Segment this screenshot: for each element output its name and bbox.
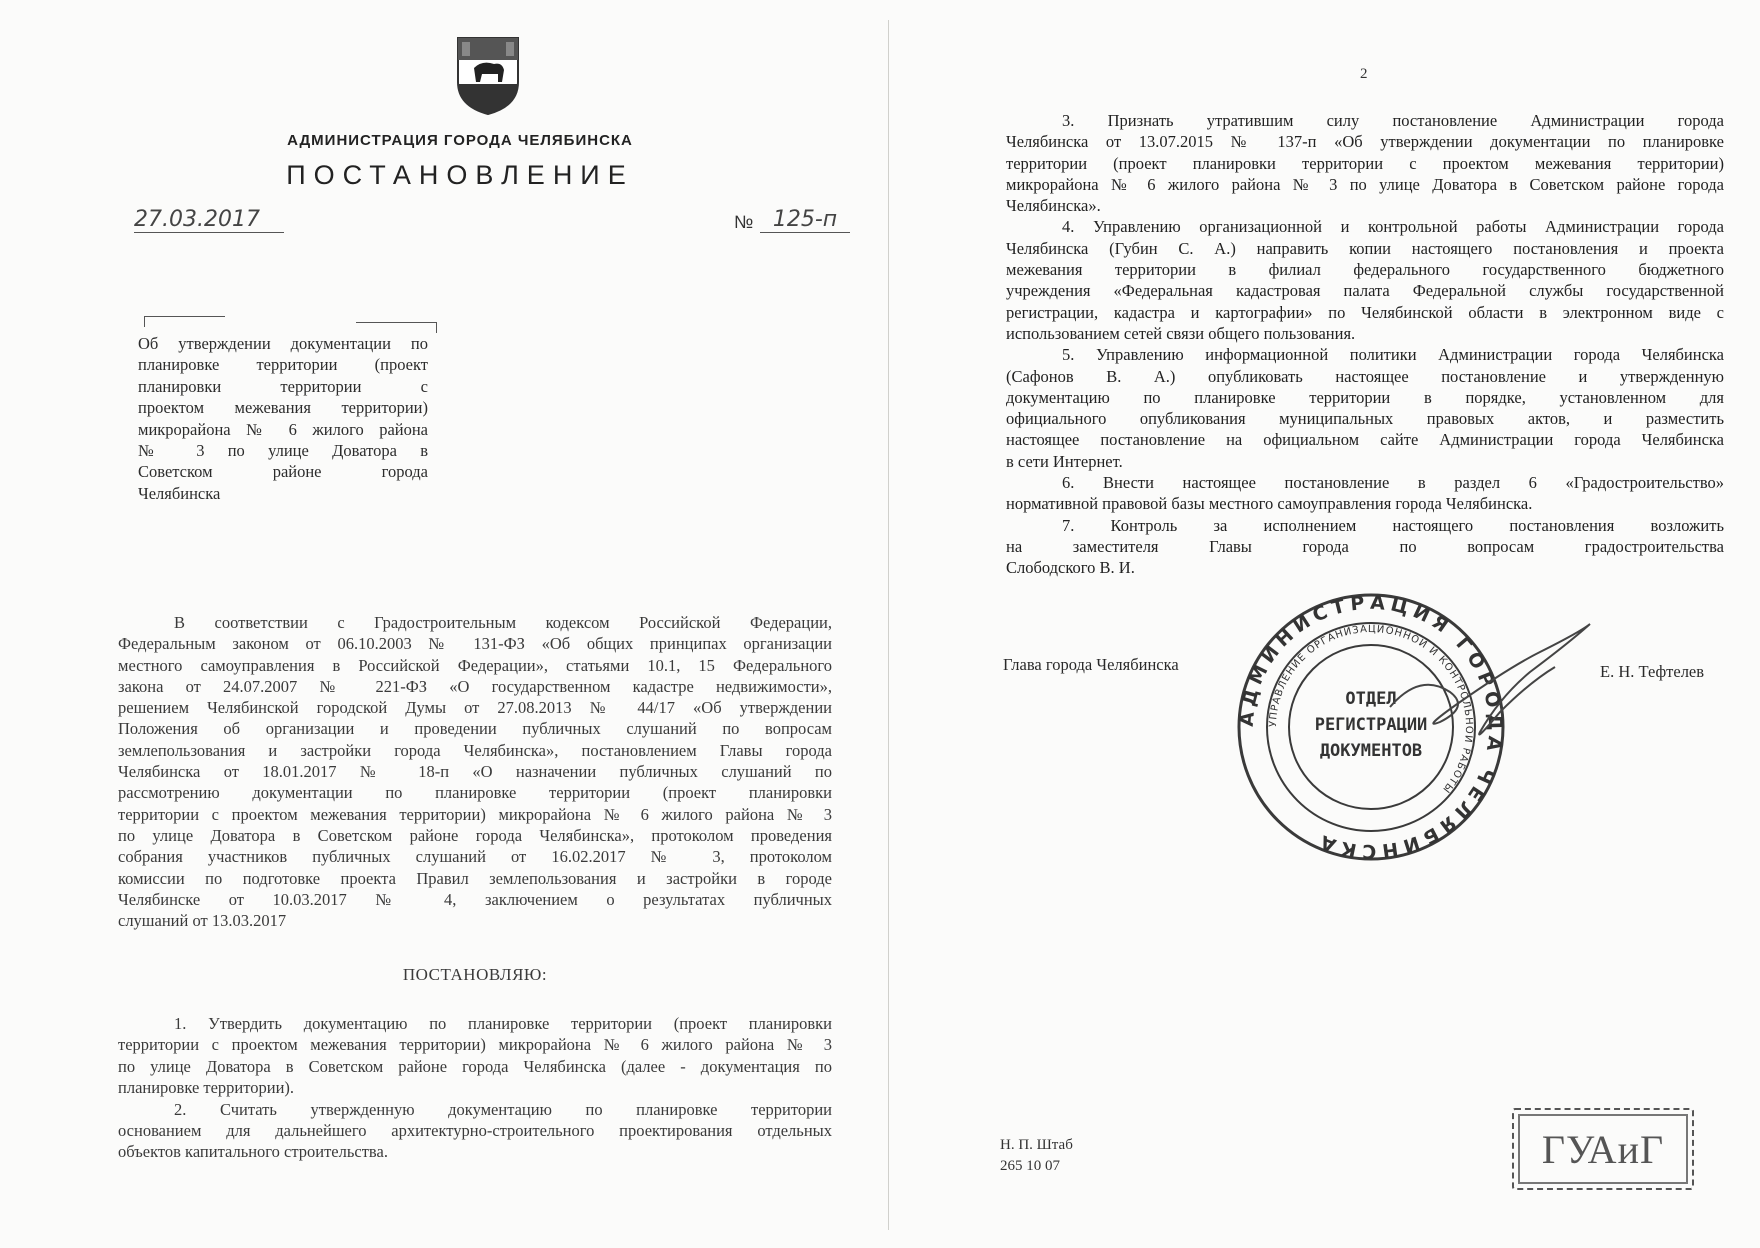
preamble-line: Положения об организации и проведении публичных слушаний по вопросам xyxy=(118,719,832,739)
item-line: настоящее постановление на официальном сайте Администрации города Челябинска xyxy=(1006,430,1724,450)
document-date: 27.03.2017 xyxy=(134,208,284,233)
preamble-line: рассмотрению документации по планировке территории (проект планировки xyxy=(118,783,832,803)
item-line: Слободского В. И. xyxy=(1006,558,1135,578)
item-line: территории с проектом межевания территории) микрорайона № 6 жилого района № 3 xyxy=(118,1035,832,1055)
executor-phone: 265 10 07 xyxy=(1000,1158,1060,1174)
stamp-outer-text: АДМИНИСТРАЦИЯ ГОРОДА ЧЕЛЯБИНСКА xyxy=(1236,592,1506,862)
handwritten-signature xyxy=(1380,612,1600,752)
preamble-line: Челябинске от 10.03.2017 № 4, заключением о результатах публичных xyxy=(118,889,832,909)
item-line: 2. Считать утвержденную документацию по планировке территории xyxy=(174,1099,832,1119)
item-line: объектов капитального строительства. xyxy=(118,1142,388,1162)
organization-name: АДМИНИСТРАЦИЯ ГОРОДА ЧЕЛЯБИНСКА xyxy=(287,132,633,149)
item-line: учреждения «Федеральная кадастровая палата Федеральной службы государственной xyxy=(1006,281,1724,301)
subject-bracket-left xyxy=(144,316,225,327)
executor-name: Н. П. Штаб xyxy=(1000,1137,1073,1153)
item-line: использованием сетей связи общего пользования. xyxy=(1006,323,1356,343)
item-line: 6. Внести настоящее постановление в раздел 6 «Градостроительство» xyxy=(1062,473,1724,493)
subject-line: Челябинска xyxy=(138,483,221,503)
item-line: 3. Признать утратившим силу постановление Администрации города xyxy=(1062,111,1724,130)
number-label: № xyxy=(734,212,754,232)
preamble-line: по улице Доватора в Советском районе города Челябинска», протоколом проведения xyxy=(118,825,832,845)
subject-line: планировки территории с xyxy=(138,376,428,396)
document-type: ПОСТАНОВЛЕНИЕ xyxy=(286,160,634,190)
item-line: 5. Управлению информационной политики Администрации города Челябинска xyxy=(1062,345,1724,365)
preamble-line: Федеральным законом от 06.10.2003 № 131-ФЗ «Об общих принципах организации xyxy=(118,634,832,654)
preamble-line: территории с проектом межевания территории) микрорайона № 6 жилого района № 3 xyxy=(118,804,832,824)
subject-line: планировке территории (проект xyxy=(138,355,428,375)
item-line: 4. Управлению организационной и контрольной работы Администрации города xyxy=(1062,217,1724,237)
subject-line: Советском районе города xyxy=(138,462,428,482)
subject-line: Об утверждении документации по xyxy=(138,334,428,353)
item-line: официального опубликования муниципальных правовых актов, и разместить xyxy=(1006,409,1724,429)
document-subject xyxy=(138,333,428,504)
preamble-line: местного самоуправления в Российской Федерации», статьями 10.1, 15 Федерального xyxy=(118,655,832,675)
item-line: планировке территории). xyxy=(118,1078,295,1098)
item-line: 1. Утвердить документацию по планировке территории (проект планировки xyxy=(174,1014,832,1033)
subject-bracket-right xyxy=(356,322,437,333)
stamp-center-line: ДОКУМЕНТОВ xyxy=(1319,741,1423,761)
item-line: 7. Контроль за исполнением настоящего постановления возложить xyxy=(1062,515,1724,535)
preamble-line: В соответствии с Градостроительным кодексом Российской Федерации, xyxy=(174,613,832,632)
page-number: 2 xyxy=(1360,66,1368,82)
item-line: по улице Доватора в Советском районе города Челябинска (далее - документация по xyxy=(118,1056,832,1076)
item-line: документацию по планировке территории в порядке, установленном для xyxy=(1006,387,1724,407)
document-number: 125-п xyxy=(760,208,850,233)
preamble xyxy=(118,612,832,931)
item-line: регистрации, кадастра и картографии» по Челябинской области в электронном виде с xyxy=(1006,302,1724,322)
stamp-middle-text: УПРАВЛЕНИЕ ОРГАНИЗАЦИОННОЙ И КОНТРОЛЬНОЙ РАБОТЫ xyxy=(1267,623,1475,796)
item-line: межевания территории в филиал федерального государственного бюджетного xyxy=(1006,260,1724,280)
preamble-line: землепользования и застройки города Челябинска», постановлением Главы города xyxy=(118,740,832,760)
item-line: нормативной правовой базы местного самоуправления города Челябинска. xyxy=(1006,494,1533,514)
decree-items-page1 xyxy=(118,1013,832,1163)
stamp-center-line: ОТДЕЛ xyxy=(1345,689,1397,709)
preamble-line: Челябинска от 18.01.2017 № 18-п «О назначении публичных слушаний по xyxy=(118,762,832,782)
item-line: микрорайона № 6 жилого района № 3 по улице Доватора в Советском районе города xyxy=(1006,174,1724,194)
department-box-stamp: ГУАиГ xyxy=(1512,1108,1694,1190)
preamble-line: собрания участников публичных слушаний от 16.02.2017 № 3, протоколом xyxy=(118,847,832,867)
preamble-line: закона от 24.07.2007 № 221-ФЗ «О государственном кадастре недвижимости», xyxy=(118,676,832,696)
preamble-line: решением Челябинской городской Думы от 27.08.2013 № 44/17 «Об утверждении xyxy=(118,698,832,718)
item-line: основанием для дальнейшего архитектурно-строительного проектирования отдельных xyxy=(118,1121,832,1141)
stamp-center-line: РЕГИСТРАЦИИ xyxy=(1314,715,1428,735)
preamble-line: слушаний от 13.03.2017 xyxy=(118,911,287,931)
city-coat-of-arms-icon xyxy=(452,34,524,116)
page-fold xyxy=(888,20,889,1230)
item-line: территории (проект планировки территории с проектом межевания территории) xyxy=(1006,153,1724,173)
subject-line: проектом межевания территории) xyxy=(138,398,428,418)
signatory-name: Е. Н. Тефтелев xyxy=(1600,662,1705,681)
preamble-line: комиссии по подготовке проекта Правил землепользования и застройки в городе xyxy=(118,868,832,888)
item-line: Челябинска (Губин С. А.) направить копии настоящего постановления и проекта xyxy=(1006,238,1724,258)
subject-line: № 3 по улице Доватора в xyxy=(138,441,428,461)
decree-word: ПОСТАНОВЛЯЮ: xyxy=(402,965,548,984)
item-line: (Сафонов В. А.) опубликовать настоящее постановление и утвержденную xyxy=(1006,366,1724,386)
decree-items-page2 xyxy=(1006,110,1724,579)
item-line: на заместителя Главы города по вопросам градостроительства xyxy=(1006,536,1724,556)
subject-line: микрорайона № 6 жилого района xyxy=(138,419,428,439)
item-line: Челябинска от 13.07.2015 № 137-п «Об утверждении документации по планировке xyxy=(1006,132,1724,152)
signatory-role: Глава города Челябинска xyxy=(1003,655,1179,674)
item-line: в сети Интернет. xyxy=(1006,451,1123,471)
item-line: Челябинска». xyxy=(1006,196,1101,216)
